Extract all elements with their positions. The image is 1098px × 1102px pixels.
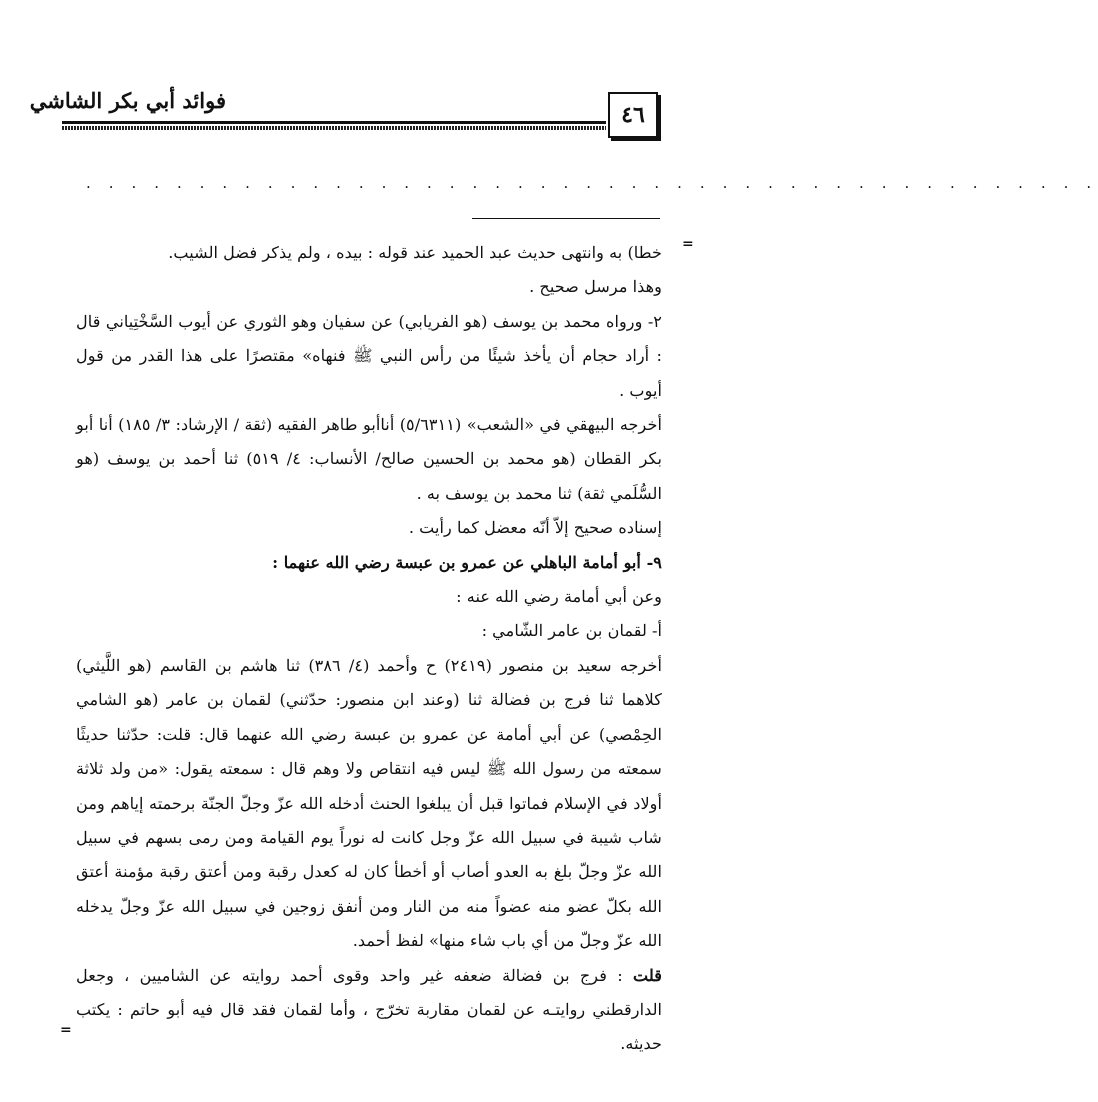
subsection-heading: أ- لقمان بن عامر الشّامي : (481, 621, 662, 641)
section-heading: ٩- أبو أمامة الباهلي عن عمرو بن عبسة رضي الله عنهما : (272, 552, 662, 572)
closing-text: : فرج بن فضالة ضعفه غير واحد وقوى أحمد روايته عن الشاميين ، وجعل الدارقطني روايتـه عن لقمان مقاربة تخرّج ، وأما لقمان فقد قال فيه أبو حاتم : يكتب حديثه. (76, 965, 662, 1054)
margin-mark-top: = (682, 236, 694, 252)
page-number-box (608, 92, 658, 138)
paragraph: أخرجه سعيد بن منصور (٢٤١٩) ح وأحمد (٤/ ٣٨٦) ثنا هاشم بن القاسم (هو اللَّيثي) كلاهما ثنا فرج بن فضالة ثنا (وعند ابن منصور: حدّثني) لقمان بن عامر (هو الشامي الحِمْصي) عن أبي أمامة عن عمرو بن عبسة رضي الله عنهما قال: قلت: حدّثنا حديثًا سمعته من رسول الله ﷺ ليس فيه انتقاص ولا وهم قال : سمعته يقول: «من ولد ثلاثة أولاد في الإسلام فماتوا قبل أن يبلغوا الحنث أدخله الله عزّ وجلّ الجنّة برحمته إياهم ومن شاب شيبة في سبيل الله عزّ وجل كانت له نوراً يوم القيامة ومن رمى بسهم في سبيل الله عزّ وجلّ بلغ به العدو أصاب أو أخطأ كان له كعدل رقبة ومن أعتق رقبة مؤمنة أعتق الله بكلّ عضو منه عضواً منه من النار ومن أنفق زوجين في سبيل الله عزّ وجلّ يدخله الله عزّ وجلّ من أي باب شاء منها» لفظ أحمد. (76, 655, 662, 951)
book-title: فوائد أبي بكر الشاشي (29, 88, 226, 113)
paragraph: خطا) به وانتهى حديث عبد الحميد عند قوله : بيده ، ولم يذكر فضل الشيب. (168, 243, 662, 262)
dotted-separator: . . . . . . . . . . . . . . . . . . . . . . . . . . . . . . . . . . . . . . . . . . . . . (86, 174, 1098, 192)
margin-mark-bottom: = (60, 1022, 72, 1038)
paragraph: إسناده صحيح إلاّ أنّه معضل كما رأيت . (408, 518, 662, 538)
paragraph: أخرجه البيهقي في «الشعب» (٥/٦٣١١) أناأبو طاهر الفقيه (ثقة / الإرشاد: ٣/ ١٨٥) أنا أبو بكر القطان (هو محمد بن الحسين صالح/ الأنساب: ٤/ ٥١٩) ثنا أحمد بن يوسف (هو السُّلَمي ثقة) ثنا محمد بن يوسف به . (76, 415, 662, 503)
page-number: ٤٦ (621, 102, 645, 128)
header-rule (62, 121, 606, 124)
page-body (76, 236, 662, 1062)
paragraph: وهذا مرسل صحيح . (529, 277, 662, 297)
closing-lead: قلت (633, 965, 662, 985)
paragraph: ٢- ورواه محمد بن يوسف (هو الفريابي) عن سفيان وهو الثوري عن أيوب السَّخْتِياني قال : أراد حجام أن يأخذ شيئًا من رأس النبي ﷺ فنهاه» مقتصرًا على هذا القدر من قول أيوب . (76, 311, 662, 400)
header-hatched-rule (62, 126, 606, 130)
closing-paragraph (76, 959, 662, 1062)
footnote-rule (472, 218, 660, 219)
paragraph: وعن أبي أمامة رضي الله عنه : (456, 587, 662, 607)
